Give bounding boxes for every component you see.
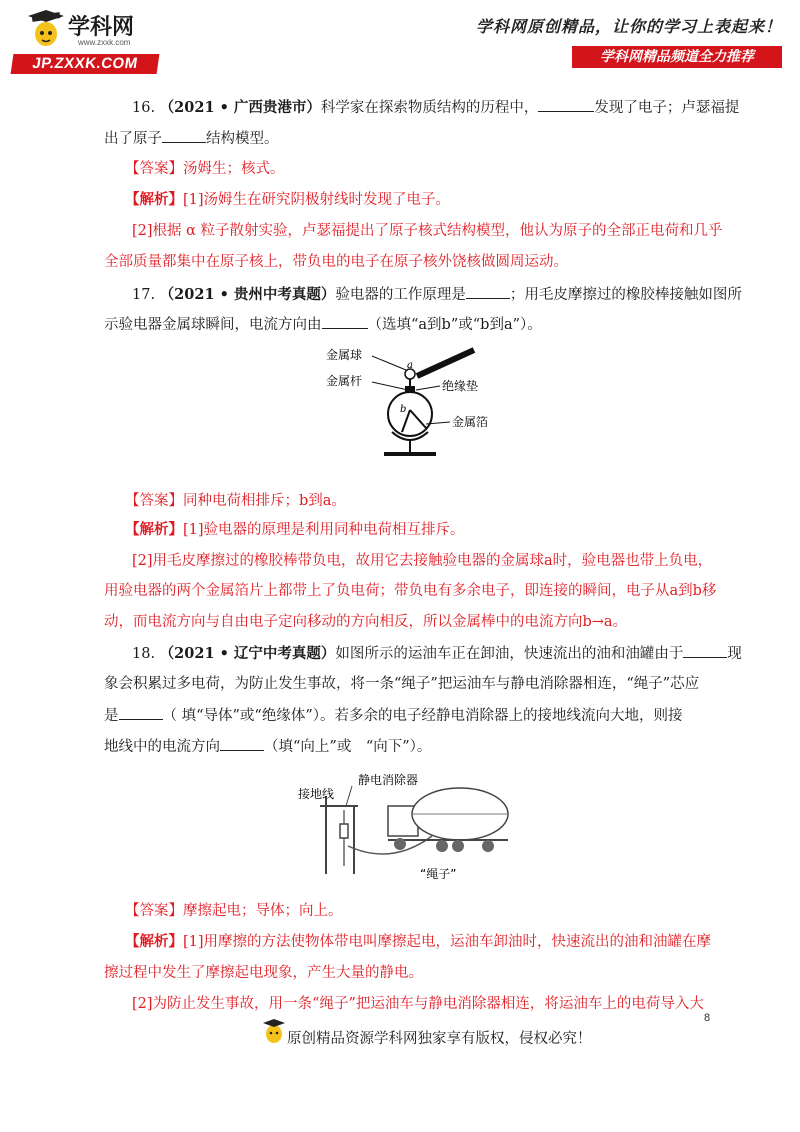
recommend-banner: 学科网精品频道全力推荐: [572, 46, 782, 68]
label-a: a: [407, 360, 413, 371]
question-source: （2021 • 贵州中考真题）: [159, 286, 336, 303]
page-header: [0, 0, 800, 80]
label-metal-rod: 金属杆: [326, 374, 363, 388]
logo-url: www.zxxk.com: [78, 38, 131, 47]
answer-blank: [466, 284, 510, 299]
mascot-icon: [262, 1018, 286, 1044]
q18-analysis2: 擦过程中发生了摩擦起电现象，产生大量的静电。: [104, 965, 423, 981]
answer-blank: [683, 643, 727, 658]
q17-analysis4: 动，而电流方向与自由电子定向移动的方向相反，所以金属棒中的电流方向b→a。: [104, 614, 628, 630]
mascot-icon: [24, 8, 68, 50]
label-b: b: [400, 404, 407, 415]
q18-line2: 象会积累过多电荷，为防止发生事故，将一条“绳子”把运油车与静电消除器相连，“绳子”芯应: [104, 676, 700, 692]
oil-tanker-figure: [292, 766, 514, 884]
q17-line2: 示验电器金属球瞬间，电流方向由 （选填“a到b”或“b到a”）。: [104, 314, 542, 335]
answer-blank: [119, 705, 163, 720]
label-metal-ball: 金属球: [326, 348, 363, 362]
q16-answer: 【答案】汤姆生；核式。: [125, 161, 285, 177]
answer-blank: [538, 97, 594, 112]
rubber-rod: [417, 350, 474, 376]
footer-copyright: 原创精品资源学科网独家享有版权，侵权必究！: [287, 1031, 592, 1047]
q16-analysis2: [2]根据 α 粒子散射实验，卢瑟福提出了原子核式结构模型，他认为原子的全部正电荷和几乎: [132, 223, 723, 239]
question-number: 16.: [132, 100, 156, 116]
q17-line1: 17. （2021 • 贵州中考真题）验电器的工作原理是 ；用毛皮摩擦过的橡胶棒接触如图所: [132, 286, 742, 303]
q16-line1: 16. （2021 • 广西贵港市）科学家在探索物质结构的历程中， 发现了电子；卢瑟福提: [132, 99, 740, 116]
logo-domain: JP.ZXXK.COM: [11, 54, 160, 74]
q18-analysis1: 【解析】[1]用摩擦的方法使物体带电叫摩擦起电，运油车卸油时，快速流出的油和油罐在摩: [125, 933, 712, 950]
q18-analysis3: [2]为防止发生事故，用一条“绳子”把运油车与静电消除器相连，将运油车上的电荷导入大: [132, 996, 704, 1012]
q18-answer: 【答案】摩擦起电；导体；向上。: [125, 903, 343, 919]
answer-blank: [220, 736, 264, 751]
electroscope-figure: [322, 340, 492, 462]
question-number: 18.: [132, 646, 156, 662]
electroscope-jar: [388, 392, 432, 436]
label-insulating-pad: 绝缘垫: [442, 379, 479, 393]
q17-analysis1: 【解析】[1]验电器的原理是利用同种电荷相互排斥。: [125, 521, 465, 538]
q18-line1: 18. （2021 • 辽宁中考真题）如图所示的运油车正在卸油，快速流出的油和油罐由于 现: [132, 645, 742, 662]
label-static-eliminator: 静电消除器: [358, 773, 419, 787]
question-number: 17.: [132, 287, 156, 303]
q16-analysis3: 全部质量都集中在原子核上，带负电的电子在原子核外饶核做圆周运动。: [104, 254, 568, 270]
label-rope: “绳子”: [420, 867, 457, 881]
label-metal-foil: 金属箔: [452, 415, 489, 429]
zxxk-logo: [12, 8, 162, 74]
answer-blank: [162, 128, 206, 143]
q16-line2: 出了原子 结构模型。: [104, 128, 279, 149]
label-ground-wire: 接地线: [298, 787, 335, 801]
q17-analysis3: 用验电器的两个金属箔片上都带上了负电荷；带负电有多余电子，即连接的瞬间，电子从a到b移: [104, 583, 717, 599]
logo-name: 学科网: [68, 15, 135, 40]
q16-analysis1: 【解析】[1]汤姆生在研究阴极射线时发现了电子。: [125, 191, 451, 208]
question-source: （2021 • 广西贵港市）: [159, 99, 321, 116]
question-source: （2021 • 辽宁中考真题）: [159, 645, 336, 662]
q18-line3: 是 （ 填“导体”或“绝缘体”）。若多余的电子经静电消除器上的接地线流向大地，则接: [104, 705, 683, 726]
q17-answer: 【答案】同种电荷相排斥；b到a。: [125, 493, 346, 509]
q18-line4: 地线中的电流方向 （填“向上”或 “向下”）。: [104, 736, 431, 757]
q17-analysis2: [2]用毛皮摩擦过的橡胶棒带负电，故用它去接触验电器的金属球a时，验电器也带上负电，: [132, 553, 713, 569]
header-slogan: 学科网原创精品，让你的学习上表起来！: [475, 17, 782, 36]
page-number: 8: [704, 1012, 711, 1024]
answer-blank: [322, 314, 368, 329]
